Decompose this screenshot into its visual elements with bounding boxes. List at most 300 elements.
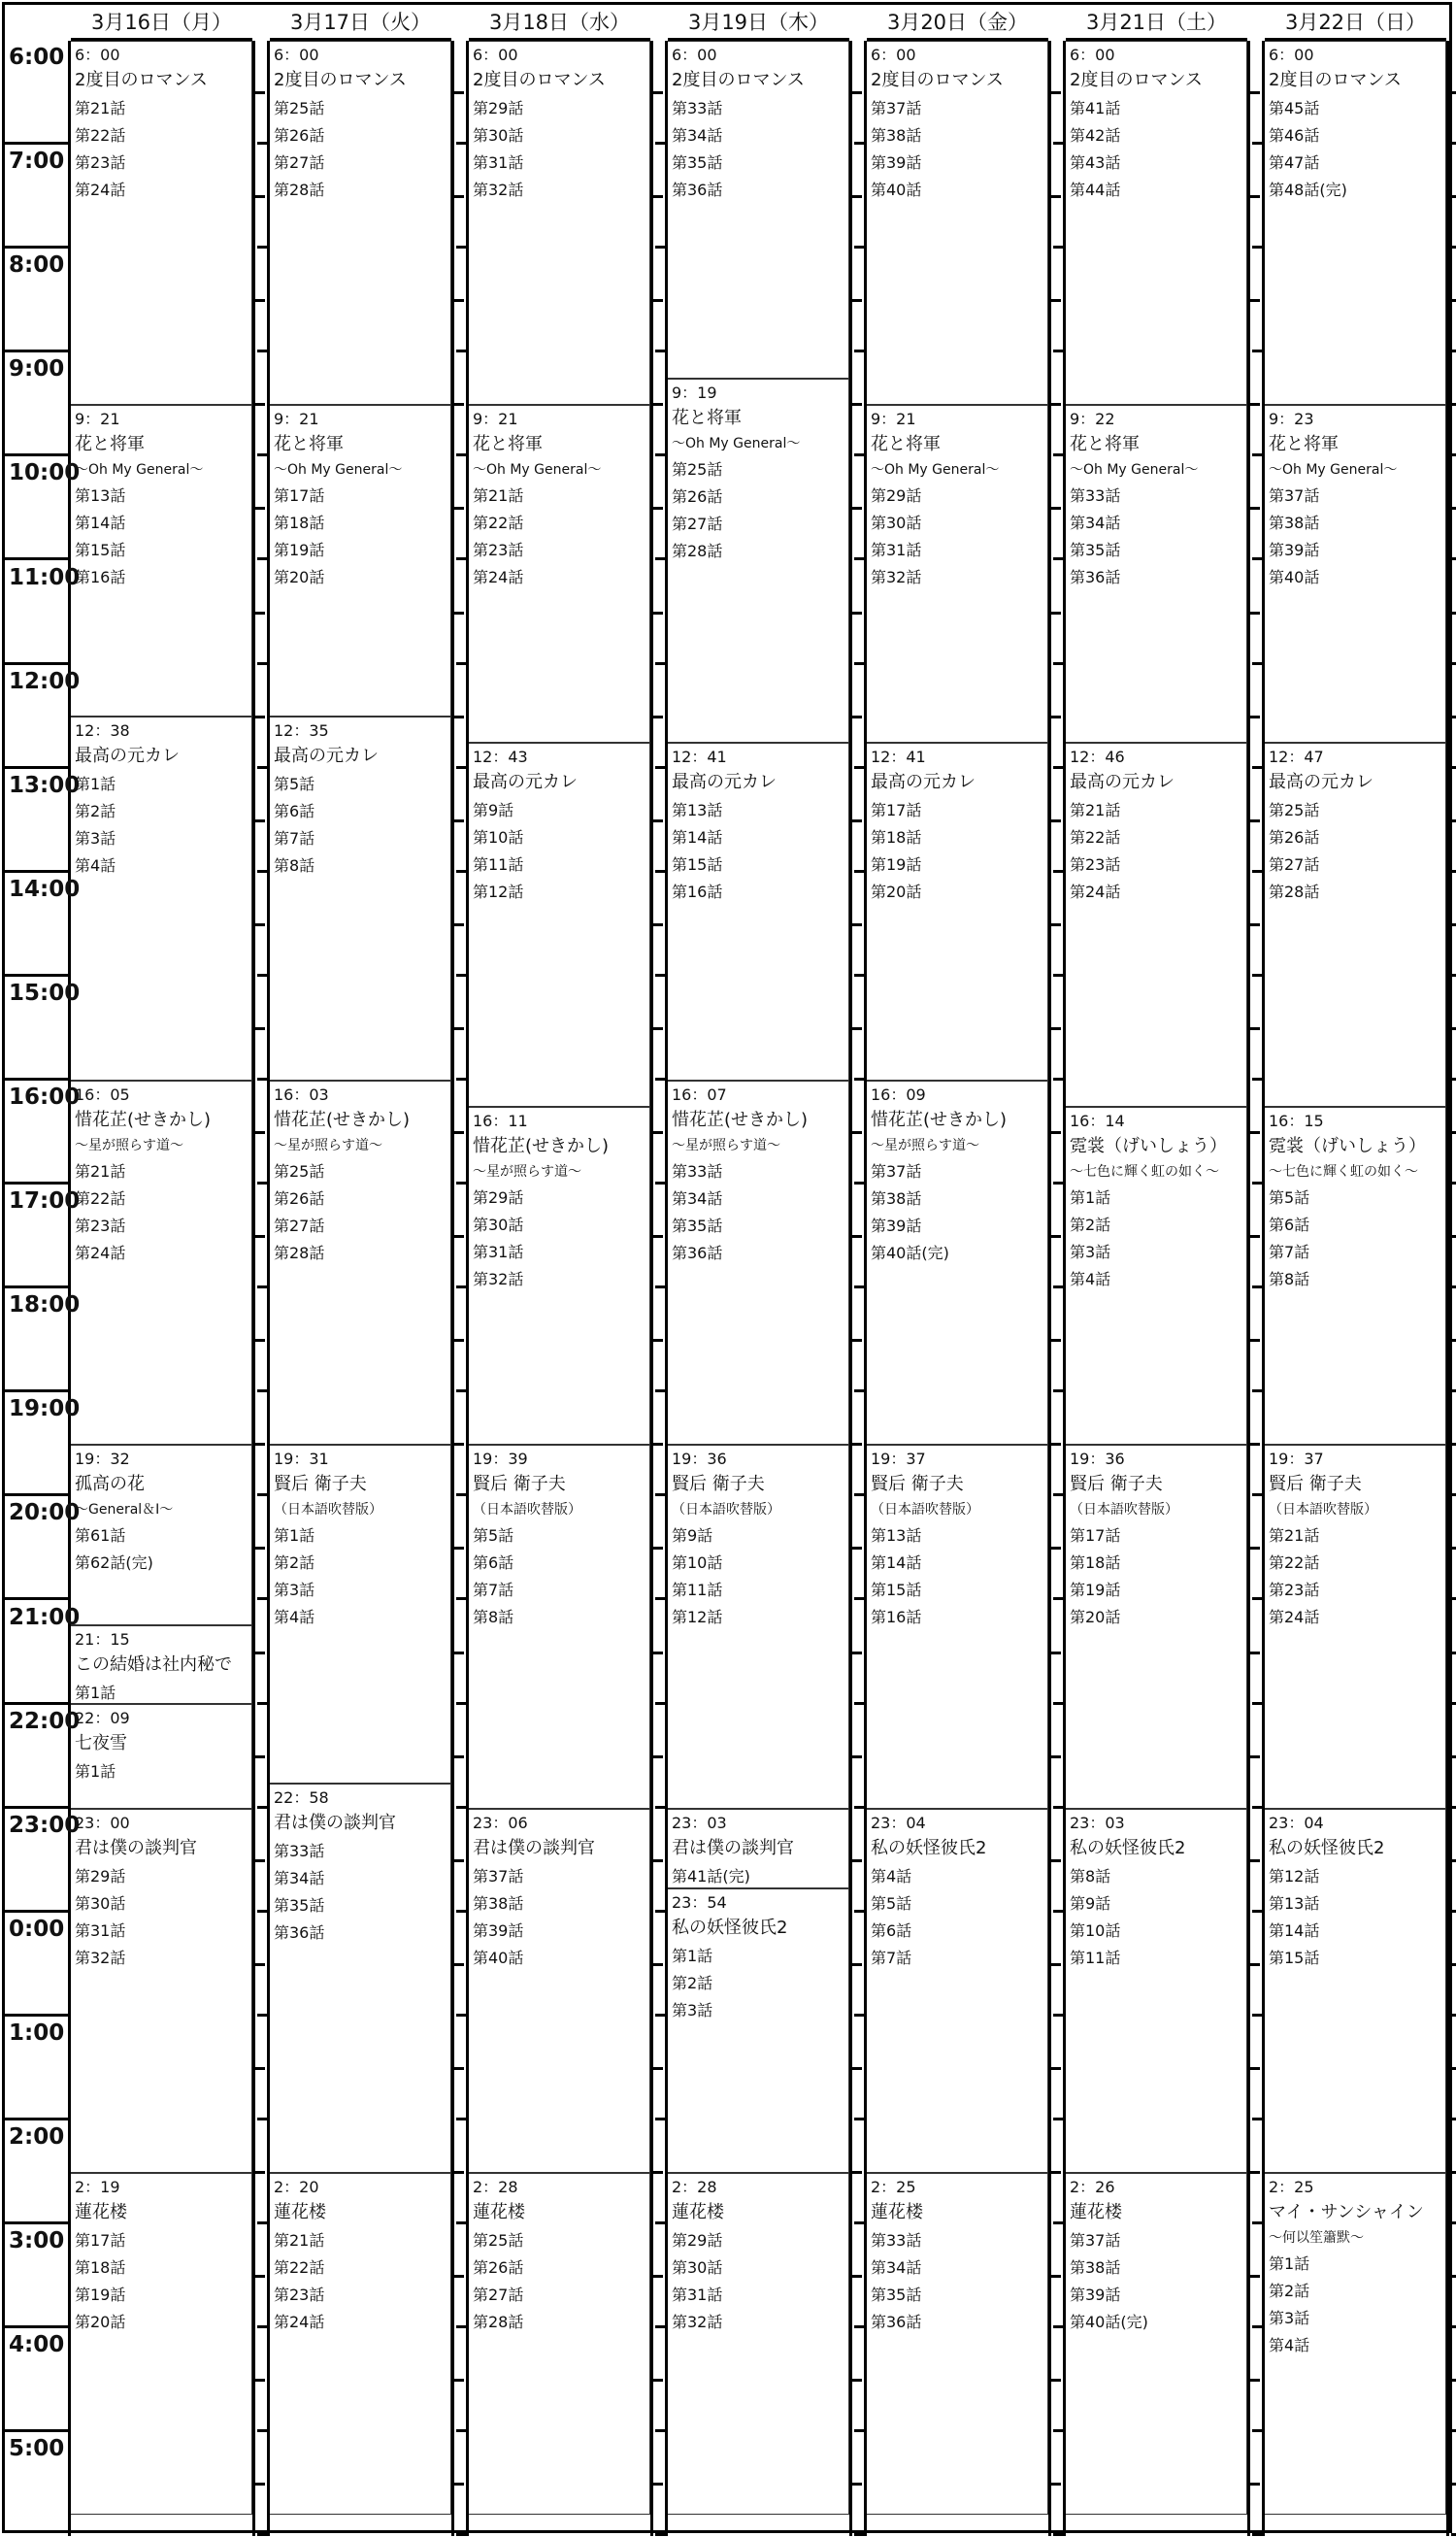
episode-label: 第32話 — [672, 2312, 723, 2331]
hour-tick — [655, 1078, 665, 1081]
hour-tick — [653, 1131, 663, 1134]
hour-tick — [257, 2429, 267, 2432]
episode-label: 第5話 — [871, 1893, 912, 1913]
hour-tick — [1451, 662, 1456, 665]
program-block[interactable] — [668, 41, 849, 379]
episode-label: 第8話 — [1070, 1866, 1111, 1886]
hour-tick — [1053, 557, 1063, 560]
hour-tick — [854, 1493, 864, 1496]
hour-label — [5, 2432, 68, 2536]
hour-tick — [1252, 1597, 1262, 1600]
episode-label: 第4話 — [1269, 2335, 1310, 2354]
episode-label: 第18話 — [75, 2257, 126, 2277]
hour-tick — [255, 507, 265, 510]
hour-tick — [257, 870, 267, 873]
hour-tick — [454, 1443, 464, 1446]
program-block[interactable] — [71, 1704, 252, 1809]
hour-tick — [456, 1910, 466, 1913]
hour-tick — [257, 350, 267, 352]
episode-label: 第6話 — [473, 1552, 514, 1572]
hour-tick — [1451, 1389, 1456, 1392]
hour-tick — [655, 453, 665, 456]
episode-label: 第40話 — [473, 1948, 524, 1967]
episode-label: 第28話 — [274, 1243, 325, 1262]
program-title: 賢后 衛子夫 — [1070, 1474, 1163, 1494]
hour-tick — [255, 2379, 265, 2382]
hour-tick — [255, 612, 265, 615]
program-time: 21：15 — [75, 1630, 130, 1649]
hour-tick — [852, 1443, 862, 1446]
program-block[interactable] — [469, 1445, 650, 1809]
episode-label: 第2話 — [1269, 2281, 1310, 2300]
episode-label: 第21話 — [75, 98, 126, 117]
hour-label — [5, 665, 81, 769]
hour-tick — [1252, 1182, 1262, 1185]
hour-tick — [852, 1963, 862, 1966]
program-title: 2度目のロマンス — [274, 70, 407, 90]
hour-tick — [1449, 2067, 1456, 2070]
episode-label: 第21話 — [1070, 800, 1121, 819]
hour-tick — [655, 2325, 665, 2328]
episode-label: 第13話 — [1269, 1893, 1320, 1913]
hour-tick — [1051, 2483, 1061, 2486]
hour-tick — [257, 1493, 267, 1496]
program-time: 16：11 — [473, 1112, 528, 1130]
program-block[interactable] — [71, 405, 252, 717]
episode-label: 第13話 — [672, 800, 723, 819]
program-block[interactable] — [71, 1081, 252, 1445]
hour-tick — [1250, 299, 1260, 302]
program-block[interactable] — [1066, 41, 1247, 405]
day-header: 3月22日（日） — [1265, 5, 1446, 41]
episode-label: 第10話 — [473, 827, 524, 847]
episode-label: 第12話 — [672, 1607, 723, 1626]
episode-label: 第5話 — [1269, 1187, 1310, 1207]
program-title: 2度目のロマンス — [871, 70, 1004, 90]
episode-label: 第5話 — [274, 774, 315, 793]
program-block[interactable] — [270, 717, 451, 1081]
hour-tick — [1449, 1547, 1456, 1550]
day-column — [71, 5, 252, 2531]
hour-tick — [255, 299, 265, 302]
hour-tick — [257, 2118, 267, 2120]
program-block[interactable] — [1265, 405, 1446, 743]
episode-label: 第28話 — [473, 2312, 524, 2331]
hour-tick — [1053, 870, 1063, 873]
program-block[interactable] — [270, 41, 451, 405]
hour-tick — [655, 1285, 665, 1288]
episode-label: 第30話 — [473, 125, 524, 145]
program-block[interactable] — [867, 2173, 1048, 2515]
program-title: 最高の元カレ — [473, 772, 578, 792]
episode-label: 第30話 — [672, 2257, 723, 2277]
episode-label: 第2話 — [1070, 1215, 1111, 1234]
episode-label: 第31話 — [473, 152, 524, 172]
program-time: 19：31 — [274, 1450, 329, 1468]
hour-tick — [1051, 1547, 1061, 1550]
episode-label: 第16話 — [75, 567, 126, 586]
hour-tick — [257, 2533, 267, 2536]
program-title: 惜花芷(せきかし) — [274, 1110, 411, 1130]
episode-label: 第40話 — [871, 180, 922, 199]
episode-label: 第22話 — [1070, 827, 1121, 847]
program-block[interactable] — [867, 405, 1048, 743]
hour-tick — [1252, 662, 1262, 665]
program-block[interactable] — [71, 2173, 252, 2515]
hour-label — [5, 145, 68, 249]
episode-label: 第30話 — [75, 1893, 126, 1913]
column-gutter — [1048, 41, 1066, 2536]
hour-tick — [1451, 142, 1456, 145]
episode-label: 第33話 — [1070, 485, 1121, 505]
episode-label: 第11話 — [672, 1580, 723, 1599]
episode-label: 第29話 — [871, 485, 922, 505]
hour-label — [5, 456, 81, 560]
day-column — [1066, 5, 1247, 2531]
schedule-frame — [2, 2, 1452, 2533]
hour-tick — [852, 716, 862, 718]
hour-tick — [257, 2325, 267, 2328]
hour-tick — [1250, 819, 1260, 822]
hour-tick — [456, 766, 466, 769]
hour-tick — [854, 1806, 864, 1809]
hour-tick — [655, 1910, 665, 1913]
hour-tick — [854, 142, 864, 145]
hour-tick — [1449, 612, 1456, 615]
program-block[interactable] — [469, 1107, 650, 1445]
episode-label: 第14話 — [672, 827, 723, 847]
program-title: 賢后 衛子夫 — [473, 1474, 566, 1494]
hour-tick — [255, 1755, 265, 1758]
program-block[interactable] — [1066, 1107, 1247, 1445]
hour-tick — [255, 923, 265, 926]
episode-label: 第48話(完) — [1269, 180, 1347, 199]
hour-tick — [456, 1182, 466, 1185]
episode-label: 第25話 — [1269, 800, 1320, 819]
episode-label: 第22話 — [75, 1188, 126, 1208]
hour-label — [5, 1288, 81, 1392]
episode-label: 第26話 — [274, 1188, 325, 1208]
hour-tick — [1053, 766, 1063, 769]
program-block[interactable] — [1066, 2173, 1247, 2515]
program-block[interactable] — [668, 1081, 849, 1445]
hour-tick — [1053, 1493, 1063, 1496]
hour-tick — [1051, 2171, 1061, 2174]
program-block[interactable] — [1265, 41, 1446, 405]
hour-tick — [255, 716, 265, 718]
program-block[interactable] — [1265, 2173, 1446, 2515]
hour-tick — [454, 716, 464, 718]
hour-tick — [456, 2429, 466, 2432]
program-time: 9：21 — [871, 410, 916, 428]
hour-tick — [1051, 2275, 1061, 2278]
program-time: 23：04 — [871, 1814, 926, 1832]
program-time: 9：21 — [274, 410, 319, 428]
program-block[interactable] — [469, 1809, 650, 2173]
program-block[interactable] — [270, 1081, 451, 1445]
program-subtitle: ～星が照らす道～ — [672, 1137, 780, 1153]
hour-tick — [454, 299, 464, 302]
column-gutter — [252, 41, 270, 2536]
hour-tick — [454, 507, 464, 510]
program-block[interactable] — [1265, 1107, 1446, 1445]
program-block[interactable] — [270, 2173, 451, 2515]
program-block[interactable] — [867, 1809, 1048, 2173]
hour-tick — [1252, 974, 1262, 977]
hour-text: 19:00 — [9, 1396, 81, 1422]
program-time: 16：03 — [274, 1085, 329, 1104]
hour-tick — [854, 1910, 864, 1913]
hour-tick — [1051, 1131, 1061, 1134]
episode-label: 第1話 — [75, 774, 116, 793]
hour-tick — [653, 299, 663, 302]
program-block[interactable] — [668, 1809, 849, 1888]
program-block[interactable] — [1265, 1445, 1446, 1809]
hour-text: 9:00 — [9, 356, 65, 383]
hour-tick — [653, 1652, 663, 1654]
program-title: 君は僕の談判官 — [672, 1838, 794, 1858]
hour-label — [5, 249, 68, 352]
hour-tick — [1451, 1806, 1456, 1809]
program-title: 賢后 衛子夫 — [1269, 1474, 1362, 1494]
program-time: 6：00 — [473, 46, 518, 64]
hour-tick — [1252, 2118, 1262, 2120]
hour-tick — [1250, 2275, 1260, 2278]
hour-tick — [456, 1702, 466, 1705]
program-time: 6：00 — [672, 46, 717, 64]
hour-tick — [655, 2221, 665, 2224]
program-block[interactable] — [867, 1081, 1048, 1445]
hour-text: 16:00 — [9, 1085, 81, 1110]
hour-tick — [257, 1806, 267, 1809]
hour-tick — [456, 1389, 466, 1392]
hour-tick — [653, 403, 663, 406]
hour-tick — [1449, 403, 1456, 406]
hour-tick — [1051, 1963, 1061, 1966]
hour-tick — [255, 91, 265, 94]
program-subtitle: （日本語吹替版） — [871, 1501, 979, 1518]
hour-tick — [1053, 2014, 1063, 2017]
hour-tick — [653, 1235, 663, 1238]
hour-tick — [454, 1339, 464, 1342]
program-block[interactable] — [1066, 405, 1247, 743]
program-block[interactable] — [867, 1445, 1048, 1809]
hour-text: 21:00 — [9, 1604, 81, 1630]
episode-label: 第35話 — [871, 2285, 922, 2304]
program-block[interactable] — [469, 2173, 650, 2515]
program-subtitle: ～七色に輝く虹の如く～ — [1070, 1163, 1219, 1180]
program-title: 花と将軍 — [1269, 434, 1339, 454]
episode-label: 第11話 — [473, 854, 524, 874]
hour-tick — [1252, 2533, 1262, 2536]
program-block[interactable] — [867, 41, 1048, 405]
episode-label: 第27話 — [1269, 854, 1320, 874]
episode-label: 第38話 — [473, 1893, 524, 1913]
hour-tick — [255, 1339, 265, 1342]
program-time: 12：38 — [75, 721, 130, 740]
hour-tick — [454, 1235, 464, 1238]
hour-tick — [655, 2429, 665, 2432]
program-title: 君は僕の談判官 — [274, 1813, 396, 1833]
episode-label: 第24話 — [274, 2312, 325, 2331]
hour-tick — [255, 819, 265, 822]
hour-tick — [655, 246, 665, 249]
hour-tick — [854, 1182, 864, 1185]
hour-tick — [454, 1131, 464, 1134]
episode-label: 第3話 — [1070, 1242, 1111, 1261]
hour-tick — [1451, 453, 1456, 456]
hour-tick — [456, 142, 466, 145]
hour-tick — [854, 974, 864, 977]
column-gutter — [451, 41, 469, 2536]
hour-tick — [1451, 1493, 1456, 1496]
program-time: 16：09 — [871, 1085, 926, 1104]
program-block[interactable] — [71, 717, 252, 1081]
hour-tick — [852, 91, 862, 94]
hour-tick — [1449, 1235, 1456, 1238]
hour-tick — [1449, 1859, 1456, 1862]
episode-label: 第17話 — [75, 2230, 126, 2250]
hour-tick — [1252, 453, 1262, 456]
episode-label: 第15話 — [672, 854, 723, 874]
episode-label: 第1話 — [75, 1683, 116, 1702]
hour-tick — [456, 246, 466, 249]
hour-tick — [1051, 2067, 1061, 2070]
hour-tick — [1250, 1547, 1260, 1550]
program-title: 花と将軍 — [871, 434, 941, 454]
program-title: 私の妖怪彼氏2 — [1070, 1838, 1186, 1858]
hour-tick — [1250, 2483, 1260, 2486]
program-block[interactable] — [668, 1888, 849, 2173]
hour-tick — [255, 2067, 265, 2070]
program-block[interactable] — [668, 1445, 849, 1809]
program-title: 花と将軍 — [672, 408, 742, 428]
program-subtitle: （日本語吹替版） — [1269, 1501, 1377, 1518]
hour-label — [5, 2224, 68, 2328]
hour-tick — [653, 923, 663, 926]
program-subtitle: （日本語吹替版） — [1070, 1501, 1178, 1518]
program-block[interactable] — [668, 743, 849, 1081]
episode-label: 第4話 — [75, 855, 116, 875]
episode-label: 第62話(完) — [75, 1552, 153, 1572]
hour-tick — [1053, 2221, 1063, 2224]
program-time: 6：00 — [871, 46, 916, 64]
hour-tick — [454, 91, 464, 94]
episode-label: 第33話 — [274, 1841, 325, 1860]
episode-label: 第22話 — [1269, 1552, 1320, 1572]
program-block[interactable] — [668, 2173, 849, 2515]
program-block[interactable] — [270, 405, 451, 717]
program-block[interactable] — [71, 41, 252, 405]
episode-label: 第40話 — [1269, 567, 1320, 586]
hour-tick — [1451, 2429, 1456, 2432]
program-block[interactable] — [270, 1784, 451, 2173]
program-block[interactable] — [469, 405, 650, 743]
hour-label — [5, 1081, 81, 1185]
program-block[interactable] — [867, 743, 1048, 1081]
program-block[interactable] — [668, 379, 849, 743]
program-block[interactable] — [1265, 1809, 1446, 2173]
hour-tick — [1250, 507, 1260, 510]
program-title: 霓裳（げいしょう） — [1070, 1136, 1227, 1156]
program-subtitle: （日本語吹替版） — [473, 1501, 581, 1518]
program-block[interactable] — [469, 41, 650, 405]
episode-label: 第11話 — [1070, 1948, 1121, 1967]
program-block[interactable] — [270, 1445, 451, 1784]
program-time: 6：00 — [1070, 46, 1115, 64]
program-time: 23：06 — [473, 1814, 528, 1832]
episode-label: 第23話 — [1070, 854, 1121, 874]
episode-label: 第17話 — [871, 800, 922, 819]
program-title: 惜花芷(せきかし) — [473, 1136, 610, 1156]
hour-tick — [653, 1443, 663, 1446]
hour-tick — [1051, 923, 1061, 926]
episode-label: 第27話 — [274, 1216, 325, 1235]
episode-label: 第28話 — [1269, 882, 1320, 901]
hour-tick — [454, 1755, 464, 1758]
episode-label: 第31話 — [871, 540, 922, 559]
program-time: 9：21 — [473, 410, 518, 428]
program-subtitle: ～Oh My General～ — [672, 435, 801, 451]
program-title: 蓮花楼 — [1070, 2202, 1122, 2222]
program-block[interactable] — [1066, 743, 1247, 1107]
episode-label: 第40話(完) — [1070, 2312, 1148, 2331]
hour-tick — [1252, 1493, 1262, 1496]
hour-tick — [1252, 1910, 1262, 1913]
program-block[interactable] — [469, 743, 650, 1107]
hour-tick — [852, 1652, 862, 1654]
episode-label: 第39話 — [1269, 540, 1320, 559]
program-block[interactable] — [71, 1625, 252, 1704]
episode-label: 第1話 — [672, 1946, 713, 1965]
hour-text: 12:00 — [9, 668, 81, 694]
episode-label: 第1話 — [75, 1761, 116, 1781]
episode-label: 第40話(完) — [871, 1243, 949, 1262]
hour-tick — [454, 2379, 464, 2382]
program-block[interactable] — [71, 1445, 252, 1625]
episode-label: 第37話 — [473, 1866, 524, 1886]
hour-tick — [653, 1547, 663, 1550]
hour-tick — [1252, 870, 1262, 873]
program-block[interactable] — [1066, 1809, 1247, 2173]
hour-tick — [1252, 1806, 1262, 1809]
hour-tick — [1053, 1389, 1063, 1392]
episode-label: 第7話 — [871, 1948, 912, 1967]
program-time: 12：46 — [1070, 748, 1125, 766]
episode-label: 第2話 — [672, 1973, 713, 1992]
episode-label: 第31話 — [672, 2285, 723, 2304]
column-gutter — [1247, 41, 1265, 2536]
hour-label — [5, 2017, 68, 2120]
hour-tick — [1252, 1078, 1262, 1081]
program-title: 私の妖怪彼氏2 — [672, 1918, 788, 1938]
hour-text: 10:00 — [9, 460, 81, 486]
episode-label: 第6話 — [274, 801, 315, 820]
hour-tick — [1449, 1755, 1456, 1758]
program-block[interactable] — [71, 1809, 252, 2173]
hour-tick — [1053, 246, 1063, 249]
hour-tick — [854, 766, 864, 769]
hour-tick — [1053, 1702, 1063, 1705]
hour-tick — [653, 1859, 663, 1862]
hour-tick — [1051, 1859, 1061, 1862]
program-block[interactable] — [1066, 1445, 1247, 1809]
episode-label: 第6話 — [1269, 1215, 1310, 1234]
hour-tick — [257, 974, 267, 977]
program-block[interactable] — [1265, 743, 1446, 1107]
episode-label: 第37話 — [1269, 485, 1320, 505]
hour-tick — [1053, 662, 1063, 665]
